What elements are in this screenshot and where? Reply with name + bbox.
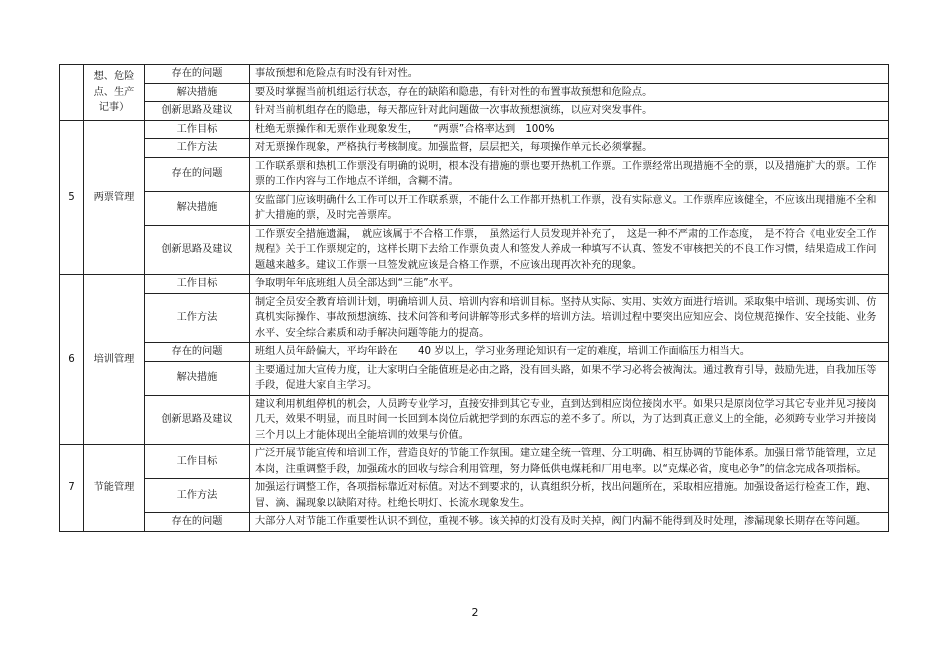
row-number-cell: 7 [60,445,84,532]
content-cell: 班组人员年龄偏大，平均年龄在 40 岁以上，学习业务理论知识有一定的难度，培训工作面临压力相当大。 [250,343,889,362]
table-row [60,191,889,225]
table-row [60,139,889,158]
category-cell: 想、危险点、生产记事） [84,65,145,121]
table-row [60,293,889,343]
table-row [60,102,889,121]
category-cell: 节能管理 [84,445,145,532]
content-cell: 主要通过加大宣传力度，让大家明白全能值班是必由之路，没有回头路，如果不学习必将会被淘汰。通过教育引导，鼓励先进，自我加压等手段，促进大家自主学习。 [250,361,889,395]
table-row [60,445,889,479]
subitem-label: 解决措施 [145,361,250,395]
page-number: 2 [471,606,479,619]
content-cell: 杜绝无票操作和无票作业现象发生， “两票”合格率达到 100% [250,120,889,139]
row-number-cell: 5 [60,120,84,275]
table-row [60,343,889,362]
table-row [60,361,889,395]
subitem-label: 工作目标 [145,120,250,139]
content-cell: 事故预想和危险点有时没有针对性。 [250,65,889,84]
content-cell: 大部分人对节能工作重要性认识不到位，重视不够。该关掉的灯没有及时关掉，阀门内漏不能得到及时处理，渗漏现象长期存在等问题。 [250,513,889,532]
subitem-label: 存在的问题 [145,513,250,532]
subitem-label: 工作方法 [145,139,250,158]
content-cell: 要及时掌握当前机组运行状态，存在的缺陷和隐患，有针对性的布置事故预想和危险点。 [250,83,889,102]
content-cell: 安监部门应该明确什么工作可以开工作联系票，不能什么工作都开热机工作票，没有实际意义。工作票库应该健全，不应该出现措施不全和扩大措施的票，及时完善票库。 [250,191,889,225]
table-row [60,225,889,275]
subitem-label: 解决措施 [145,83,250,102]
content-cell: 针对当前机组存在的隐患，每天都应针对此问题做一次事故预想演练，以应对突发事件。 [250,102,889,121]
content-cell: 争取明年年底班组人员全部达到“三能”水平。 [250,275,889,294]
subitem-label: 工作目标 [145,275,250,294]
subitem-label: 工作目标 [145,445,250,479]
category-cell: 培训管理 [84,275,145,445]
table-row [60,157,889,191]
content-cell: 建议利用机组停机的机会，人员跨专业学习，直接安排到其它专业，直到达到相应岗位接岗水平。如果只是原岗位学习其它专业并见习接岗几天，效果不明显，而且时间一长回到本岗位后就把学到的东西忘的差不多了。所以，为了达到真正意义上的全能，必须跨专业学习并接岗三个月以上才能体现出全能培训的效果与价值。 [250,395,889,445]
content-cell: 制定全员安全教育培训计划，明确培训人员、培训内容和培训目标。坚持从实际、实用、实效方面进行培训。采取集中培训、现场实训、仿真机实际操作、事故预想演练、技术问答和考问讲解等形式多样的培训方法。培训过程中要突出应知应会、岗位规范操作、安全技能、业务水平、安全综合素质和动手解决问题等能力的提高。 [250,293,889,343]
content-cell: 对无票操作现象，严格执行考核制度。加强监督，层层把关，每项操作单元长必须掌握。 [250,139,889,158]
table-row [60,395,889,445]
row-number-cell [60,65,84,121]
subitem-label: 存在的问题 [145,343,250,362]
management-table [59,64,889,532]
subitem-label: 解决措施 [145,191,250,225]
table-row [60,479,889,513]
table-row [60,513,889,532]
content-cell: 加强运行调整工作，各项指标靠近对标值。对达不到要求的，认真组织分析，找出问题所在，采取相应措施。加强设备运行检查工作，跑、冒、滴、漏现象以缺陷对待。杜绝长明灯、长流水现象发生。 [250,479,889,513]
subitem-label: 创新思路及建议 [145,102,250,121]
content-cell: 广泛开展节能宣传和培训工作，营造良好的节能工作氛围。建立建全统一管理、分工明确、相互协调的节能体系。加强日常节能管理，立足本岗，注重调整手段，加强疏水的回收与综合利用管理，努力降低供电煤耗和厂用电率。以“克煤必省，度电必争”的信念完成各项指标。 [250,445,889,479]
subitem-label: 工作方法 [145,479,250,513]
subitem-label: 工作方法 [145,293,250,343]
table-row [60,65,889,84]
category-cell: 两票管理 [84,120,145,275]
row-number-cell: 6 [60,275,84,445]
table-row [60,83,889,102]
table-row [60,275,889,294]
subitem-label: 创新思路及建议 [145,395,250,445]
table-row [60,120,889,139]
content-cell: 工作联系票和热机工作票没有明确的说明，根本没有措施的票也要开热机工作票。工作票经常出现措施不全的票，以及措施扩大的票。工作票的工作内容与工作地点不详细，含糊不清。 [250,157,889,191]
subitem-label: 创新思路及建议 [145,225,250,275]
subitem-label: 存在的问题 [145,65,250,84]
content-cell: 工作票安全措施遗漏， 就应该属于不合格工作票， 虽然运行人员发现并补充了， 这是一种不严肃的工作态度， 是不符合《电业安全工作规程》关于工作票规定的，这样长期下去给工作票负责人和签发人养成一种填写不认真、签发不审核把关的不良工作习惯，结果造成工作问题越来越多。建议工作票一旦签发就应该是合格工作票，不应该出现再次补充的现象。 [250,225,889,275]
subitem-label: 存在的问题 [145,157,250,191]
